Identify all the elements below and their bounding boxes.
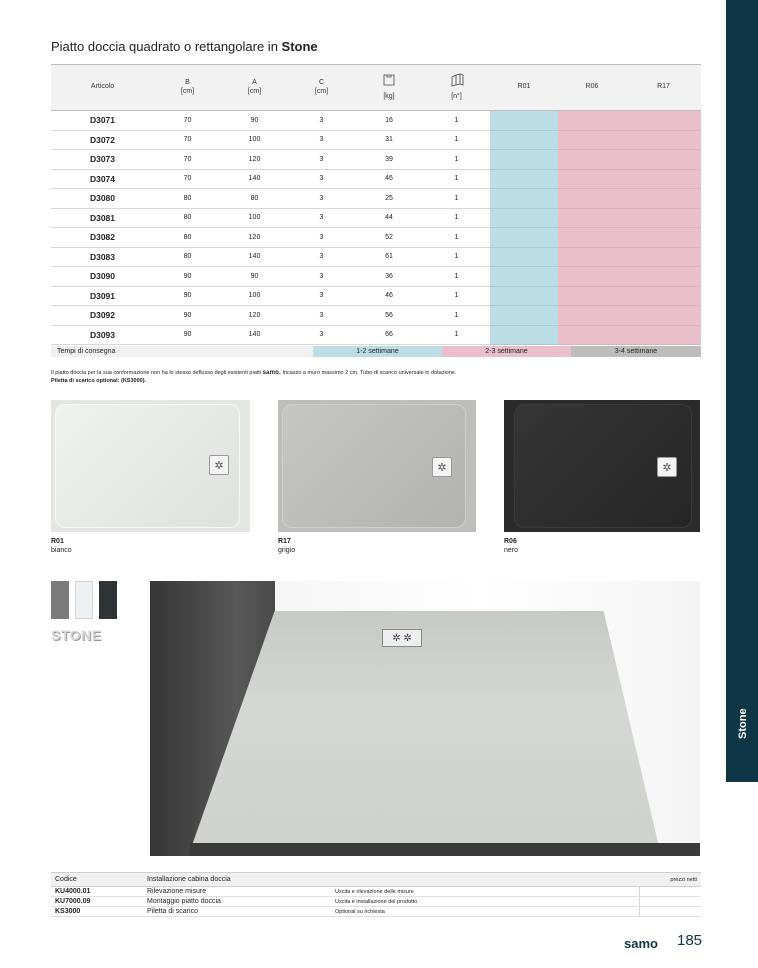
finish-name: grigio: [278, 547, 296, 555]
cell-b: 80: [154, 208, 221, 228]
install-name: Montaggio piatto doccia: [143, 897, 331, 907]
title-prefix: Piatto doccia quadrato o rettangolare in: [51, 39, 282, 54]
header-pack-unit: [n°]: [451, 93, 462, 100]
weight-icon: [382, 73, 396, 87]
cell-c: 3: [288, 247, 355, 267]
cell-pack: 1: [423, 189, 490, 209]
cell-price-r01: [490, 189, 558, 209]
cell-weight: 25: [355, 189, 423, 209]
table-row: [51, 907, 701, 917]
cell-weight: 31: [355, 130, 423, 150]
install-desc: Uscita e installazione del prodotto: [331, 897, 639, 907]
cell-price-r01: [490, 306, 558, 326]
delivery-3-4-weeks: 3-4 settimane: [571, 346, 701, 357]
header-weight-unit: [kg]: [383, 93, 395, 100]
cell-b: 90: [154, 286, 221, 306]
install-header-codice: Codice: [51, 873, 143, 887]
table-row: [51, 325, 701, 345]
delivery-bar: [51, 346, 701, 357]
install-desc: Uscita e rilevazione delle misure: [331, 887, 639, 897]
title-bold: Stone: [281, 39, 318, 54]
finish-name: nero: [504, 547, 519, 555]
cell-pack: 1: [423, 111, 490, 131]
header-c-label: C: [318, 78, 325, 86]
cell-price-r06: [558, 169, 626, 189]
cell-b: 80: [154, 247, 221, 267]
cell-articolo: D3082: [51, 228, 154, 248]
install-desc: Optional su richiesta: [331, 907, 639, 917]
cell-b: 90: [154, 325, 221, 345]
page-number: 185: [677, 932, 703, 949]
tray-image-grey: [278, 400, 476, 532]
photo-floor-edge: [190, 843, 700, 856]
cell-a: 140: [221, 325, 288, 345]
cell-weight: 46: [355, 169, 423, 189]
drain-icon: ✲: [432, 457, 452, 477]
finish-code: R06: [504, 538, 517, 545]
install-price: [639, 897, 701, 907]
note-line1-b: Incasso a muro massimo 2 cm. Tubo di scarico universale in dotazione.: [280, 370, 457, 376]
table-row: [51, 150, 701, 170]
delivery-2-3-weeks: 2-3 settimane: [442, 346, 571, 357]
install-name: Piletta di scarico: [143, 907, 331, 917]
header-r01: R01: [490, 65, 558, 111]
table-row: [51, 887, 701, 897]
cell-a: 120: [221, 306, 288, 326]
finish-code: R01: [51, 538, 64, 545]
cell-price-r01: [490, 247, 558, 267]
cell-price-r17: [626, 189, 701, 209]
install-price: [639, 907, 701, 917]
cell-weight: 44: [355, 208, 423, 228]
footer-brand-logo: samo: [624, 936, 658, 951]
product-table: [51, 64, 701, 345]
header-a-unit: [cm]: [247, 87, 262, 95]
cell-price-r17: [626, 208, 701, 228]
finish-caption-r01: [51, 537, 72, 556]
cell-price-r17: [626, 325, 701, 345]
tray-image-black: [504, 400, 700, 532]
cell-a: 100: [221, 286, 288, 306]
table-row: [51, 228, 701, 248]
cell-articolo: D3073: [51, 150, 154, 170]
finish-code: R17: [278, 538, 291, 545]
cell-pack: 1: [423, 208, 490, 228]
cell-price-r17: [626, 150, 701, 170]
cell-a: 140: [221, 169, 288, 189]
cell-c: 3: [288, 169, 355, 189]
color-swatches: [51, 581, 117, 619]
cell-price-r06: [558, 150, 626, 170]
cell-c: 3: [288, 130, 355, 150]
cell-price-r01: [490, 267, 558, 287]
cell-articolo: D3080: [51, 189, 154, 209]
side-tab: [726, 0, 758, 782]
cell-price-r17: [626, 286, 701, 306]
cell-c: 3: [288, 325, 355, 345]
header-a-label: A: [252, 78, 257, 86]
cell-c: 3: [288, 189, 355, 209]
cell-a: 80: [221, 189, 288, 209]
swatch-black: [99, 581, 117, 619]
cell-weight: 66: [355, 325, 423, 345]
install-code: KU4000.01: [51, 887, 143, 897]
install-name: Rilevazione misure: [143, 887, 331, 897]
cell-b: 80: [154, 189, 221, 209]
cell-price-r06: [558, 130, 626, 150]
note-line1-a: Il piatto doccia per la sua conformazione non ha lo stesso deflusso degli esistenti piatti: [51, 370, 263, 376]
delivery-1-2-weeks: 1-2 settimane: [313, 346, 442, 357]
cell-c: 3: [288, 267, 355, 287]
install-code: KU7000.09: [51, 897, 143, 907]
drain-icon: ✲: [209, 455, 229, 475]
cell-price-r01: [490, 208, 558, 228]
cell-b: 90: [154, 267, 221, 287]
cell-c: 3: [288, 228, 355, 248]
table-row: [51, 306, 701, 326]
cell-price-r17: [626, 169, 701, 189]
table-row: [51, 111, 701, 131]
install-code: KS3000: [51, 907, 143, 917]
cell-articolo: D3071: [51, 111, 154, 131]
cell-b: 70: [154, 130, 221, 150]
cell-articolo: D3083: [51, 247, 154, 267]
header-c: [288, 65, 355, 111]
cell-weight: 61: [355, 247, 423, 267]
cell-articolo: D3091: [51, 286, 154, 306]
header-pack: [423, 65, 490, 111]
cell-a: 90: [221, 111, 288, 131]
cell-pack: 1: [423, 169, 490, 189]
cell-articolo: D3092: [51, 306, 154, 326]
cell-articolo: D3072: [51, 130, 154, 150]
cell-price-r17: [626, 247, 701, 267]
finish-name: bianco: [51, 547, 72, 555]
cell-a: 140: [221, 247, 288, 267]
table-row: [51, 169, 701, 189]
cell-price-r06: [558, 325, 626, 345]
header-weight: [355, 65, 423, 111]
cell-b: 70: [154, 111, 221, 131]
cell-b: 70: [154, 150, 221, 170]
cell-c: 3: [288, 306, 355, 326]
header-b-label: B: [185, 78, 190, 86]
cell-price-r06: [558, 306, 626, 326]
cell-a: 120: [221, 228, 288, 248]
cell-price-r17: [626, 130, 701, 150]
install-header-prezzi: prezzi netti: [639, 873, 701, 887]
cell-price-r01: [490, 150, 558, 170]
product-photo: [150, 581, 700, 856]
cell-price-r06: [558, 189, 626, 209]
cell-b: 70: [154, 169, 221, 189]
cell-pack: 1: [423, 286, 490, 306]
tray-image-white: [51, 400, 250, 532]
table-row: [51, 208, 701, 228]
cell-price-r01: [490, 111, 558, 131]
cell-articolo: D3081: [51, 208, 154, 228]
cell-price-r06: [558, 208, 626, 228]
cell-pack: 1: [423, 325, 490, 345]
cell-weight: 39: [355, 150, 423, 170]
drain-icon: ✲: [657, 457, 677, 477]
cell-pack: 1: [423, 247, 490, 267]
install-table: [51, 872, 701, 917]
cell-price-r17: [626, 111, 701, 131]
cell-articolo: D3074: [51, 169, 154, 189]
cell-price-r06: [558, 267, 626, 287]
cell-a: 120: [221, 150, 288, 170]
cell-price-r01: [490, 228, 558, 248]
cell-price-r17: [626, 267, 701, 287]
cell-c: 3: [288, 208, 355, 228]
cell-c: 3: [288, 111, 355, 131]
cell-a: 100: [221, 130, 288, 150]
cell-pack: 1: [423, 150, 490, 170]
cell-price-r01: [490, 325, 558, 345]
cell-weight: 36: [355, 267, 423, 287]
note-brand: samo.: [262, 370, 281, 376]
cell-pack: 1: [423, 228, 490, 248]
page-title: [51, 39, 318, 54]
product-note: [51, 369, 651, 385]
cell-price-r06: [558, 247, 626, 267]
cell-pack: 1: [423, 267, 490, 287]
cell-price-r01: [490, 130, 558, 150]
cell-articolo: D3093: [51, 325, 154, 345]
cell-a: 100: [221, 208, 288, 228]
cell-weight: 52: [355, 228, 423, 248]
install-header-title: Installazione cabina doccia: [143, 873, 331, 887]
table-row: [51, 247, 701, 267]
cell-weight: 16: [355, 111, 423, 131]
cell-b: 90: [154, 306, 221, 326]
header-a: [221, 65, 288, 111]
cell-pack: 1: [423, 130, 490, 150]
cell-price-r06: [558, 286, 626, 306]
table-row: [51, 267, 701, 287]
note-line2: Piletta di scarico optional: (KS3000).: [51, 377, 147, 384]
table-row: [51, 286, 701, 306]
table-row: [51, 897, 701, 907]
swatch-grey: [51, 581, 69, 619]
cell-price-r01: [490, 169, 558, 189]
header-b-unit: [cm]: [180, 87, 195, 95]
cell-price-r01: [490, 286, 558, 306]
cell-b: 80: [154, 228, 221, 248]
header-r06: R06: [558, 65, 626, 111]
cell-c: 3: [288, 286, 355, 306]
cell-a: 90: [221, 267, 288, 287]
install-price: [639, 887, 701, 897]
finish-caption-r17: [278, 537, 295, 556]
package-icon: [450, 73, 464, 87]
drain-icon: ✲ ✲: [382, 629, 422, 647]
table-row: [51, 189, 701, 209]
header-articolo: Articolo: [51, 65, 154, 111]
cell-price-r17: [626, 228, 701, 248]
cell-articolo: D3090: [51, 267, 154, 287]
cell-price-r06: [558, 228, 626, 248]
header-c-unit: [cm]: [314, 87, 329, 95]
stone-logo: STONE: [51, 627, 102, 643]
cell-price-r17: [626, 306, 701, 326]
install-header-empty: [331, 873, 639, 887]
table-row: [51, 130, 701, 150]
delivery-label: Tempi di consegna: [51, 346, 313, 357]
cell-price-r06: [558, 111, 626, 131]
side-tab-label: Stone: [737, 708, 749, 740]
finish-caption-r06: [504, 537, 518, 556]
cell-c: 3: [288, 150, 355, 170]
swatch-white: [75, 581, 93, 619]
cell-pack: 1: [423, 306, 490, 326]
cell-weight: 56: [355, 306, 423, 326]
header-b: [154, 65, 221, 111]
header-r17: R17: [626, 65, 701, 111]
cell-weight: 46: [355, 286, 423, 306]
